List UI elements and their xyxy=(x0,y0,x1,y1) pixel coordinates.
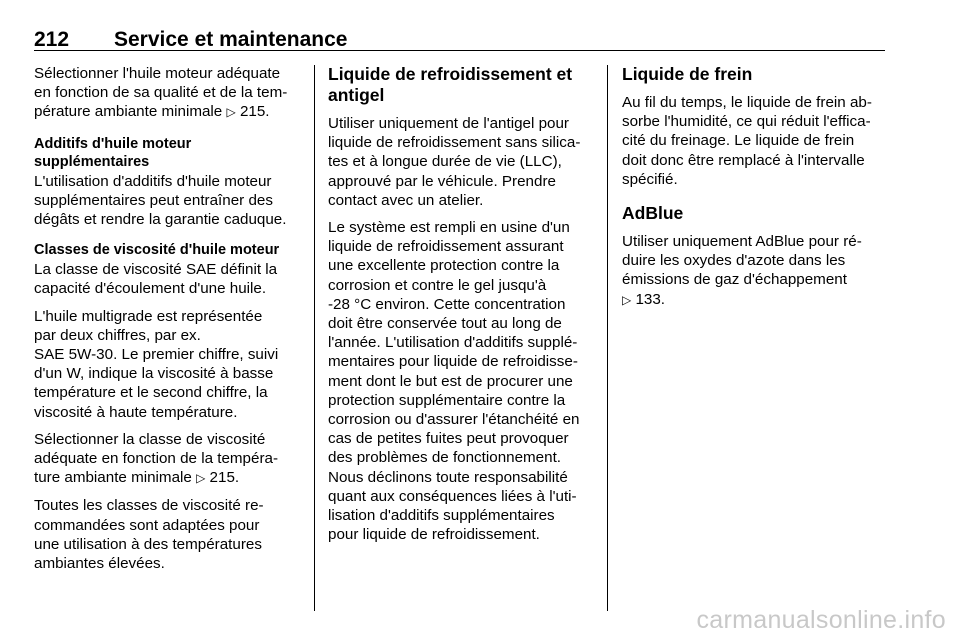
arrow-right-icon: ▷ xyxy=(622,292,632,307)
column-middle xyxy=(328,64,596,544)
page-number: 212 xyxy=(34,28,70,51)
page-reference-link[interactable]: 215. xyxy=(209,469,240,487)
paragraph-brake-fluid: Au fil du temps, le liquide de frein ab- sorbe l'humidité, ce qui réduit l'effica- cité du freinage. Le liquide de frein doit donc être remplacé à l'intervalle spécifié. xyxy=(622,94,872,188)
paragraph-oil-additives: L'utilisation d'additifs d'huile moteur supplémentaires peut entraîner des dégâts et rendre la garantie caduque. xyxy=(34,172,287,229)
heading-oil-additives: Additifs d'huile moteur supplémentaires xyxy=(34,135,192,170)
paragraph-adblue: Utiliser uniquement AdBlue pour ré- duire les oxydes d'azote dans les émissions de gaz d'échappement ▷ 133. xyxy=(622,232,890,310)
column-divider xyxy=(314,65,315,611)
paragraph-viscosity-1: La classe de viscosité SAE définit la capacité d'écoulement d'une huile. xyxy=(34,261,278,298)
column-right xyxy=(622,64,890,310)
heading-adblue: AdBlue xyxy=(622,203,684,224)
heading-viscosity-classes: Classes de viscosité d'huile moteur xyxy=(34,242,280,259)
paragraph-coolant-1: Utiliser uniquement de l'antigel pour liquide de refroidissement sans silica- tes et à longue durée de vie (LLC), approuvé par le véhicule. Prendre contact avec un atelier. xyxy=(328,115,581,209)
heading-brake-fluid: Liquide de frein xyxy=(622,64,753,84)
page-reference-link[interactable]: 215. xyxy=(239,103,270,121)
watermark-text: carmanualsonline.info xyxy=(696,606,946,634)
page-title: Service et maintenance xyxy=(114,28,348,51)
paragraph-viscosity-3: Sélectionner la classe de viscosité adéquate en fonction de la tempéra- ture ambiante minimale ▷ 215. xyxy=(34,430,302,489)
paragraph-viscosity-4: Toutes les classes de viscosité re- commandées sont adaptées pour une utilisation à des températures ambiantes élevées. xyxy=(34,497,264,573)
arrow-right-icon: ▷ xyxy=(226,105,236,120)
page-header xyxy=(34,26,885,51)
heading-coolant-antifreeze: Liquide de refroidissement et antigel xyxy=(328,64,573,105)
paragraph-viscosity-2: L'huile multigrade est représentée par deux chiffres, par ex. SAE 5W-30. Le premier chiffre, suivi d'un W, indique la viscosité à basse température et le second chiffre, la viscosité à haute température. xyxy=(34,307,279,421)
arrow-right-icon: ▷ xyxy=(196,471,206,486)
column-divider xyxy=(607,65,608,611)
page-reference-link[interactable]: 133. xyxy=(635,290,666,308)
paragraph-oil-quality: Sélectionner l'huile moteur adéquate en fonction de sa qualité et de la tem- pérature ambiante minimale ▷ 215. xyxy=(34,64,302,123)
column-left xyxy=(34,64,302,573)
paragraph-coolant-2: Le système est rempli en usine d'un liquide de refroidissement assurant une excellente protection contre la corrosion et contre le gel jusqu'à -28 °C environ. Cette concentration doit être conservée tout au long de l'année. L'utilisation d'additifs supplé- mentaires pour liquide de refroidisse- ment dont le but est de procurer une protection supplémentaire contre la corrosion ou d'assurer l'étanchéité en cas de petites fuites peut provoquer des problèmes de fonctionnement. Nous déclinons toute responsabilité quant aux conséquences liées à l'uti- lisation d'additifs supplémentaires pour liquide de refroidissement. xyxy=(328,219,580,544)
